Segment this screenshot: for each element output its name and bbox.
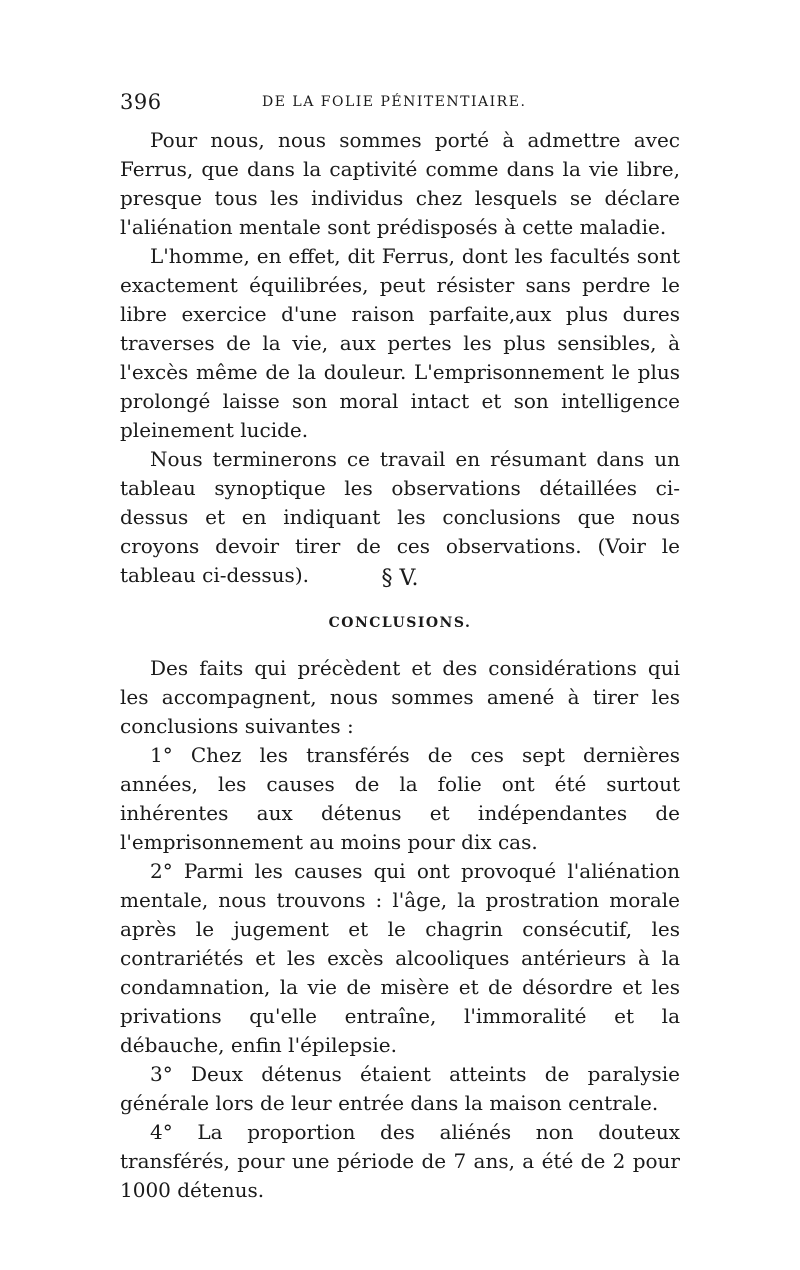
page-header xyxy=(120,90,680,120)
paragraph: Nous terminerons ce travail en résumant dans un tableau synoptique les observations détaillées ci-dessus et en indiquant les conclusions que nous croyons devoir tirer de ces observations. (Voir le tableau ci-dessus). xyxy=(120,447,680,587)
paragraph: 3° Deux détenus étaient atteints de paralysie générale lors de leur entrée dans la maison centrale. xyxy=(120,1062,680,1115)
section-title: CONCLUSIONS. xyxy=(328,615,472,631)
body-text-bottom xyxy=(120,654,680,1205)
paragraph: L'homme, en effet, dit Ferrus, dont les facultés sont exactement équilibrées, peut résister sans perdre le libre exercice d'une raison parfaite,aux plus dures traverses de la vie, aux pertes les plus sensibles, à l'excès même de la douleur. L'emprisonnement le plus prolongé laisse son moral intact et son intelligence pleinement lucide. xyxy=(120,244,680,442)
paragraph: 1° Chez les transférés de ces sept dernières années, les causes de la folie ont été surtout inhérentes aux détenus et indépendantes de l'emprisonnement au moins pour dix cas. xyxy=(120,743,680,854)
section-number: § V. xyxy=(381,566,419,591)
body-text-top xyxy=(120,126,680,590)
running-head: DE LA FOLIE PÉNITENTIAIRE. xyxy=(262,94,527,110)
paragraph: Pour nous, nous sommes porté à admettre avec Ferrus, que dans la captivité comme dans la vie libre, presque tous les individus chez lesquels se déclare l'aliénation mentale sont prédisposés à cette maladie. xyxy=(120,128,680,239)
paragraph: 4° La proportion des aliénés non douteux transférés, pour une période de 7 ans, a été de 2 pour 1000 détenus. xyxy=(120,1120,680,1202)
page-number: 396 xyxy=(120,90,162,114)
paragraph: Des faits qui précèdent et des considérations qui les accompagnent, nous sommes amené à tirer les conclusions suivantes : xyxy=(120,656,680,738)
paragraph: 2° Parmi les causes qui ont provoqué l'aliénation mentale, nous trouvons : l'âge, la prostration morale après le jugement et le chagrin consécutif, les contrariétés et les excès alcooliques antérieurs à la condamnation, la vie de misère et de désordre et les privations qu'elle entraîne, l'immoralité et la débauche, enfin l'épilepsie. xyxy=(120,859,680,1057)
